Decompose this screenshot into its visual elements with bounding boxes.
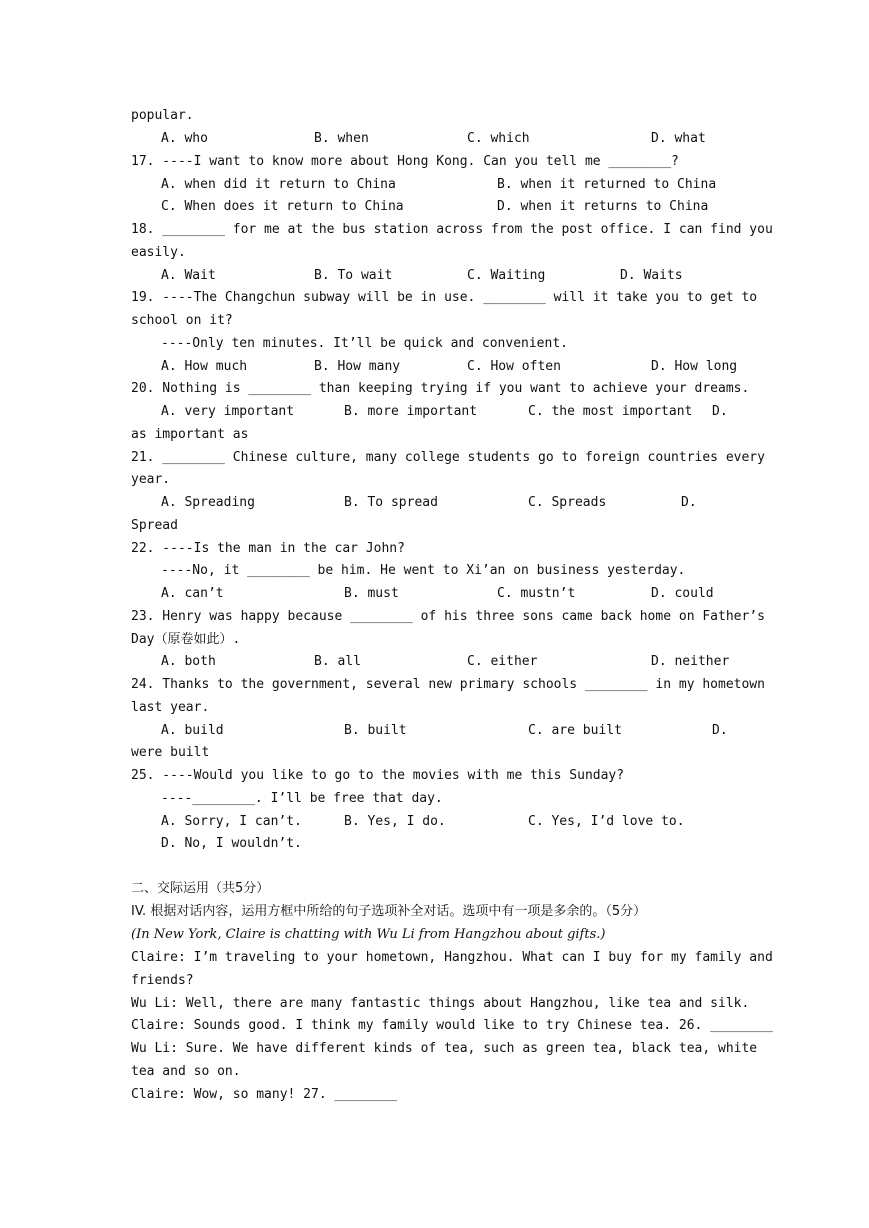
q17-option-d: D. when it returns to China (497, 199, 709, 214)
q25-option-b: B. Yes, I do. (344, 814, 446, 829)
q22-option-c: C. mustn’t (497, 586, 576, 601)
dialogue-line: Claire: Sounds good. I think my family would like to try Chinese tea. 26. ________ (131, 1018, 773, 1033)
q16-option-b: B. when (314, 131, 369, 146)
q25-stem: 25. ----Would you like to go to the movies with me this Sunday? (131, 768, 625, 783)
q16-option-a: A. who (161, 131, 208, 146)
q16-option-d: D. what (651, 131, 706, 146)
q24-option-c: C. are built (528, 723, 622, 738)
q18-stem-line1: 18. ________ for me at the bus station across from the post office. I can find you (131, 222, 773, 237)
q23-stem-line1: 23. Henry was happy because ________ of his three sons came back home on Father’s (131, 609, 765, 624)
q17-stem: 17. ----I want to know more about Hong Kong. Can you tell me ________? (131, 154, 679, 169)
q21-stem-line2: year. (131, 472, 171, 487)
dialogue-line: friends? (131, 973, 194, 988)
q24-option-d-text: were built (131, 745, 210, 760)
q17-option-a: A. when did it return to China (161, 177, 396, 192)
section2-heading: 二、交际运用（共5分） (131, 881, 270, 896)
q23-option-b: B. all (314, 654, 361, 669)
q16-stem-tail: popular. (131, 108, 194, 123)
q19-option-c: C. How often (467, 359, 561, 374)
q24-stem-line1: 24. Thanks to the government, several new primary schools ________ in my hometown (131, 677, 765, 692)
q21-option-a: A. Spreading (161, 495, 255, 510)
q18-option-b: B. To wait (314, 268, 393, 283)
q21-stem-line1: 21. ________ Chinese culture, many college students go to foreign countries every (131, 450, 765, 465)
q23-option-c: C. either (467, 654, 538, 669)
q24-stem-line2: last year. (131, 700, 210, 715)
q19-option-b: B. How many (314, 359, 401, 374)
q19-option-d: D. How long (651, 359, 738, 374)
q22-reply: ----No, it ________ be him. He went to Xi’an on business yesterday. (161, 563, 686, 578)
q20-option-b: B. more important (344, 404, 478, 419)
q25-option-a: A. Sorry, I can’t. (161, 814, 302, 829)
q23-option-a: A. both (161, 654, 216, 669)
q23-stem-line2: Day（原卷如此）. (131, 632, 241, 647)
dialogue-line: Wu Li: Well, there are many fantastic things about Hangzhou, like tea and silk. (131, 996, 750, 1011)
q21-option-d: D. (681, 495, 697, 510)
q16-option-c: C. which (467, 131, 530, 146)
q18-option-d: D. Waits (620, 268, 683, 283)
q17-option-b: B. when it returned to China (497, 177, 717, 192)
q21-option-c: C. Spreads (528, 495, 607, 510)
q17-option-c: C. When does it return to China (161, 199, 404, 214)
q25-reply: ----________. I’ll be free that day. (161, 791, 443, 806)
dialogue-line: Claire: I’m traveling to your hometown, Hangzhou. What can I buy for my family and (131, 950, 773, 965)
dialogue-line: Claire: Wow, so many! 27. ________ (131, 1087, 398, 1102)
q19-stem-line2: school on it? (131, 313, 233, 328)
q20-stem: 20. Nothing is ________ than keeping trying if you want to achieve your dreams. (131, 381, 750, 396)
dialogue-context: (In New York, Claire is chatting with Wu Li from Hangzhou about gifts.) (131, 927, 606, 942)
q22-stem: 22. ----Is the man in the car John? (131, 541, 405, 556)
section2-instruction: IV. 根据对话内容，运用方框中所给的句子选项补全对话。选项中有一项是多余的。（5分） (131, 904, 647, 919)
q20-option-c: C. the most important (528, 404, 693, 419)
q22-option-b: B. must (344, 586, 399, 601)
q19-option-a: A. How much (161, 359, 248, 374)
q20-option-d: D. (712, 404, 728, 419)
dialogue-line: Wu Li: Sure. We have different kinds of tea, such as green tea, black tea, white (131, 1041, 758, 1056)
q21-option-b: B. To spread (344, 495, 438, 510)
q18-option-a: A. Wait (161, 268, 216, 283)
q24-option-b: B. built (344, 723, 407, 738)
q22-option-d: D. could (651, 586, 714, 601)
q21-option-d-text: Spread (131, 518, 178, 533)
q19-stem-line1: 19. ----The Changchun subway will be in use. ________ will it take you to get to (131, 290, 758, 305)
q23-option-d: D. neither (651, 654, 730, 669)
q25-option-d: D. No, I wouldn’t. (161, 836, 302, 851)
q20-option-a: A. very important (161, 404, 295, 419)
q25-option-c: C. Yes, I’d love to. (528, 814, 685, 829)
q22-option-a: A. can’t (161, 586, 224, 601)
q19-reply: ----Only ten minutes. It’ll be quick and convenient. (161, 336, 568, 351)
dialogue-line: tea and so on. (131, 1064, 241, 1079)
q24-option-a: A. build (161, 723, 224, 738)
q24-option-d: D. (712, 723, 728, 738)
q18-option-c: C. Waiting (467, 268, 546, 283)
q20-option-d-text: as important as (131, 427, 249, 442)
q18-stem-line2: easily. (131, 245, 186, 260)
